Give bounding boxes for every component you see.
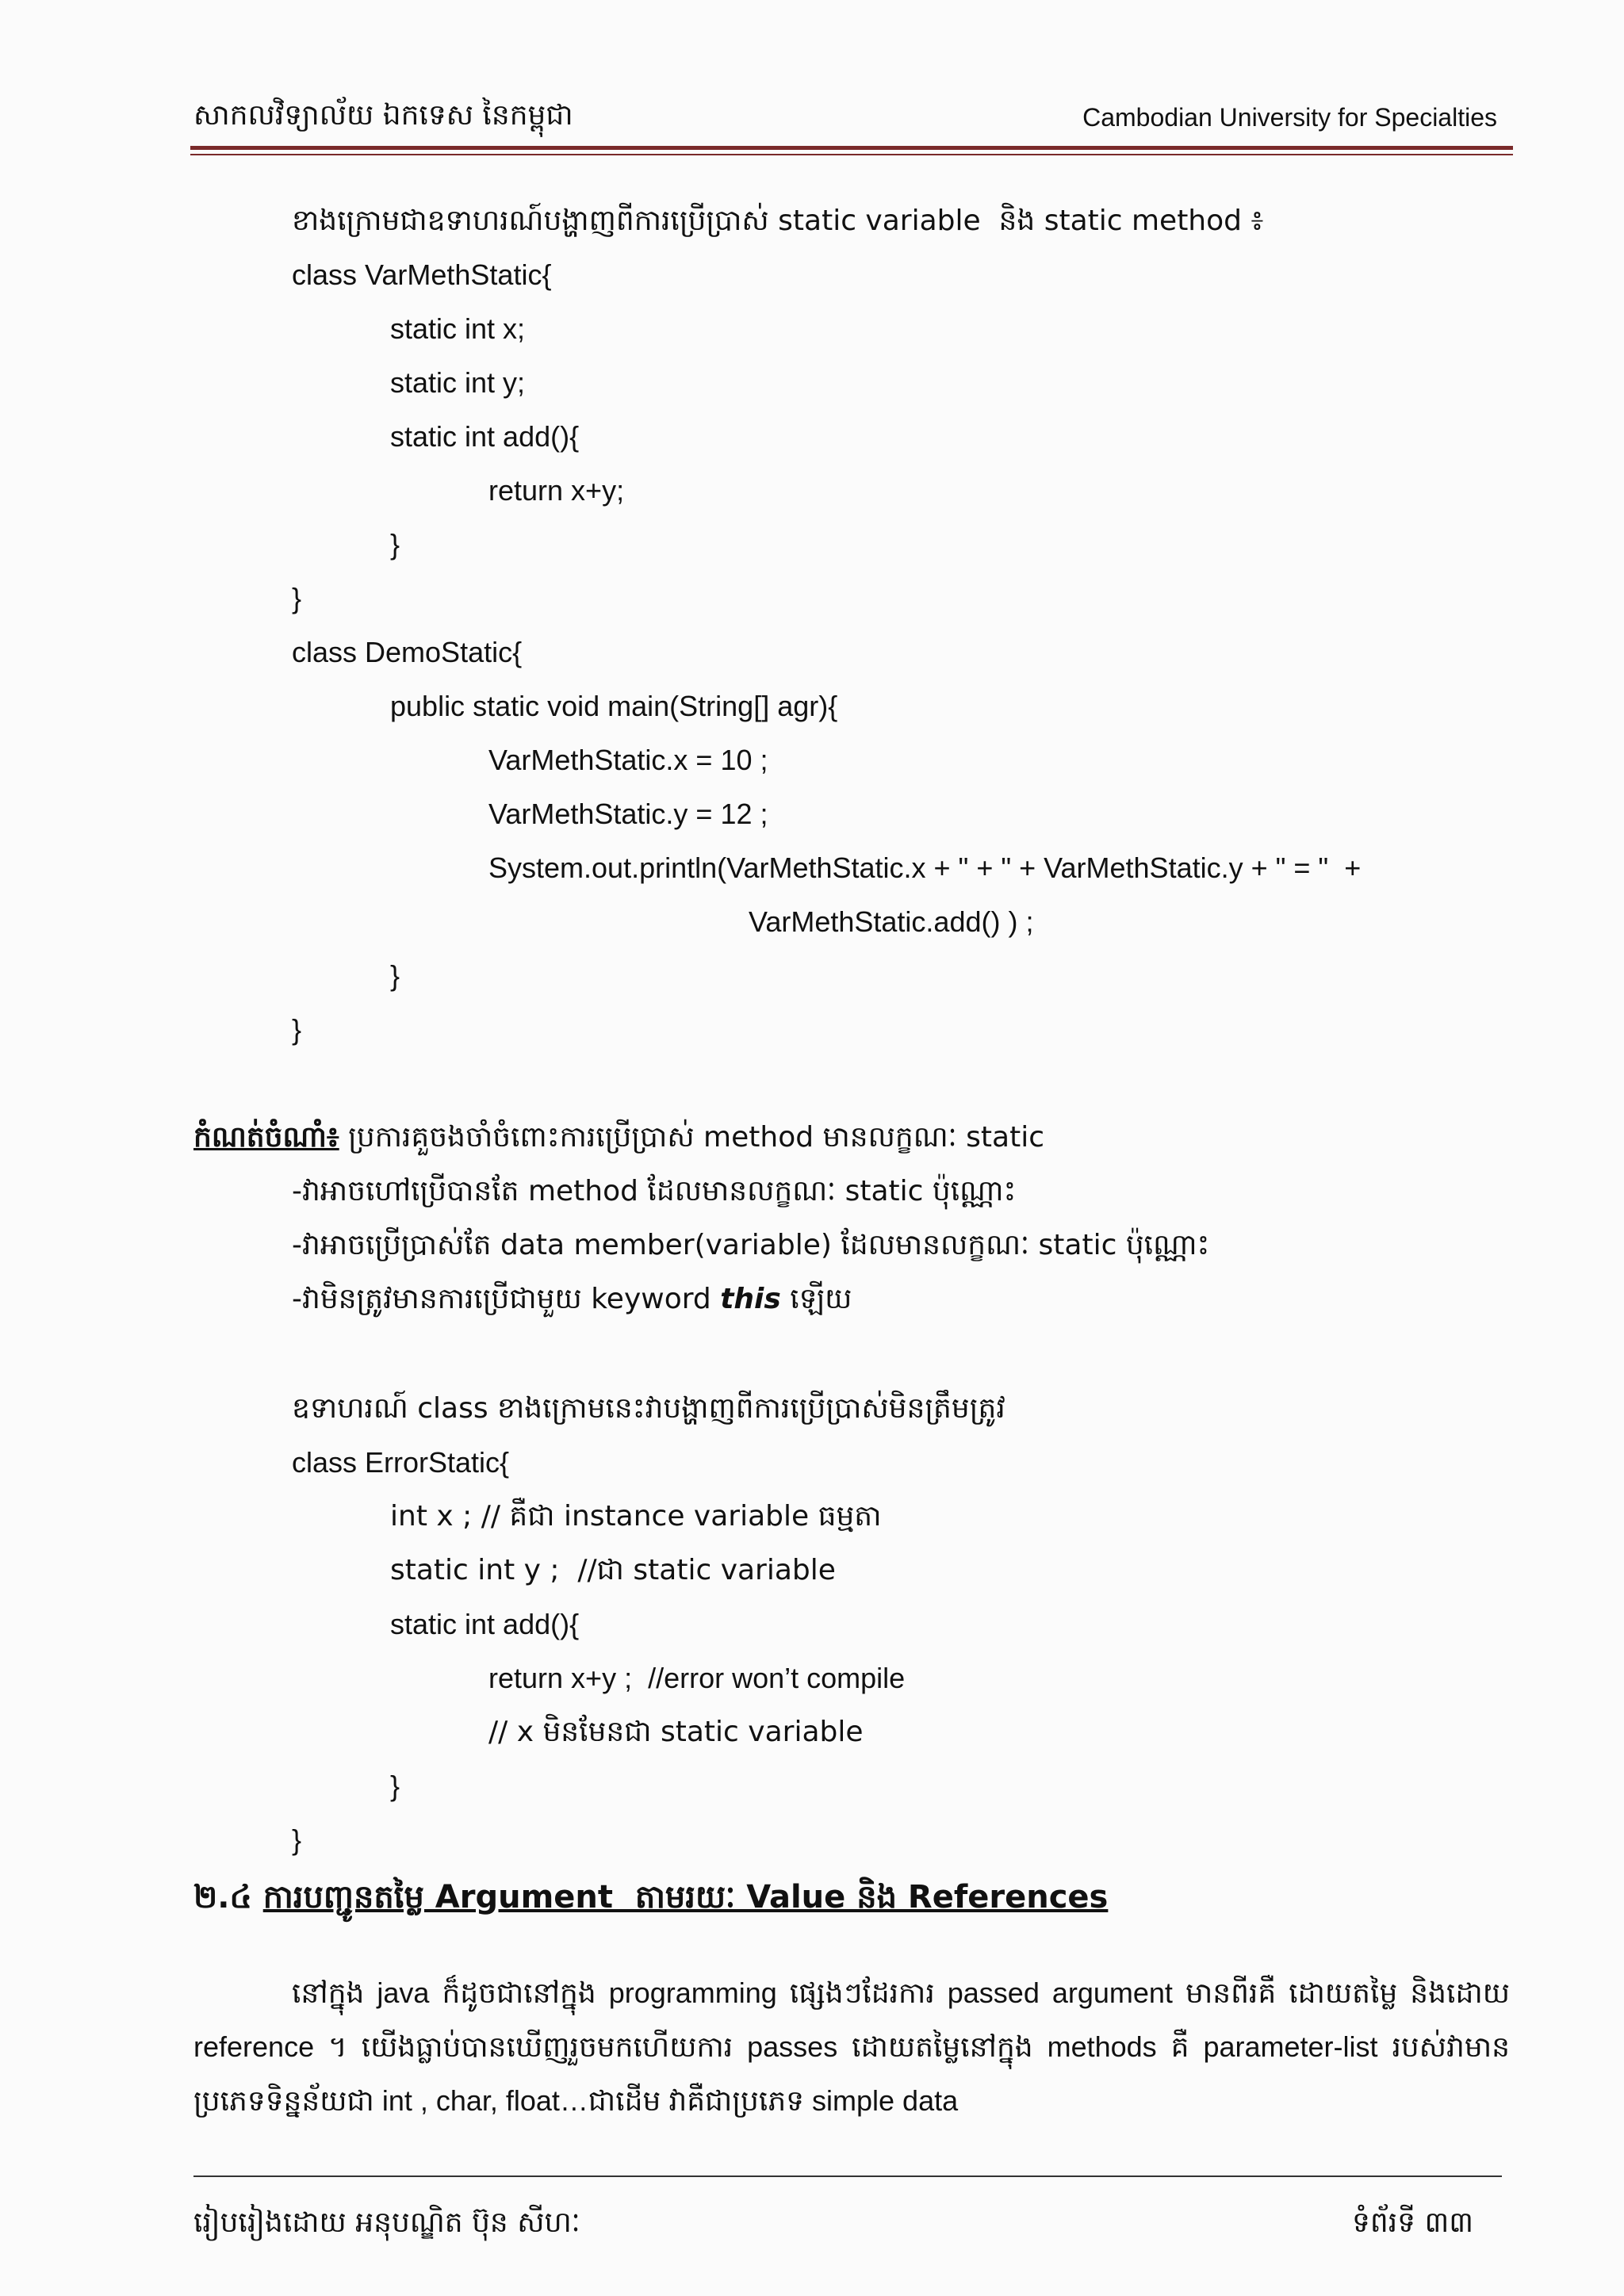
code-line: class VarMethStatic{ xyxy=(292,258,552,291)
section-number: ២.៤ xyxy=(193,1879,263,1915)
page-number: ទំព័រទី ៣៣ xyxy=(1352,2206,1473,2239)
code-line: static int add(){ xyxy=(390,420,580,453)
university-name-english: Cambodian University for Specialties xyxy=(1082,103,1497,132)
code-line: System.out.println(VarMethStatic.x + " + " + VarMethStatic.y + " = " + xyxy=(488,851,1362,884)
code-line: static int y; xyxy=(390,366,526,399)
note-label: កំណត់ចំណាំ៖ xyxy=(193,1121,339,1154)
body-paragraph: នៅក្នុង java ក៏ដូចជានៅក្នុង programming ផ្សេងៗដែរការ passed argument មានពីរគឺ ដោយតម្លៃ និងដោយ reference ។ យើងធ្លាប់បានឃើញរួចមកហើយការ passes ដោយតម្លៃនៅក្នុង methods គឺ parameter-list របស់វាមានប្រភេទទិន្នន័យជា int , char, float…ជាដើម វាគឺជាប្រភេទ simple data xyxy=(193,1976,1510,2117)
code-line: VarMethStatic.x = 10 ; xyxy=(488,744,768,776)
intro-text: ខាងក្រោមជាឧទាហរណ៍បង្ហាញពីការប្រើប្រាស់ static variable និង static method ៖ xyxy=(292,205,1264,237)
note-item-text: -វាមិនត្រូវមានការប្រើជាមួយ keyword xyxy=(292,1283,721,1315)
university-name-khmer: សាកលវិទ្យាល័យ ឯកទេស នៃកម្ពុជា xyxy=(193,99,573,132)
code-line: return x+y ; //error won’t compile xyxy=(488,1662,906,1694)
footer-divider xyxy=(193,2175,1502,2177)
code-line: } xyxy=(390,528,400,561)
code-line: class DemoStatic{ xyxy=(292,636,523,668)
section-heading xyxy=(193,1879,1108,1915)
code-line: } xyxy=(390,959,400,992)
code-line: } xyxy=(292,1823,302,1856)
header-divider xyxy=(190,146,1513,150)
code-line: return x+y; xyxy=(488,474,625,507)
note-item: -វាអាចហៅប្រើបានតែ method ដែលមានលក្ខណៈ static ប៉ុណ្ណោះ xyxy=(292,1175,1017,1207)
keyword-this: this xyxy=(720,1283,781,1315)
code-line: static int add(){ xyxy=(390,1608,580,1640)
code-line: } xyxy=(390,1770,400,1802)
code-line: VarMethStatic.add() ) ; xyxy=(749,905,1034,938)
note-item xyxy=(292,1281,852,1318)
section-title: ការបញ្ជូនតម្លៃ Argument តាមរយៈ Value និង References xyxy=(262,1879,1109,1915)
code-line: public static void main(String[] agr){ xyxy=(390,690,838,722)
example-intro: ឧទាហរណ៍ class ខាងក្រោមនេះវាបង្ហាញពីការប្រើប្រាស់មិនត្រឹមត្រូវ xyxy=(292,1392,1005,1425)
author-credit: រៀបរៀងដោយ អនុបណ្ឌិត ប៊ុន សីហៈ xyxy=(193,2206,580,2239)
code-line: } xyxy=(292,1013,302,1046)
code-line: static int y ; //ជា static variable xyxy=(390,1554,836,1586)
note-item-text: ឡើយ xyxy=(780,1283,852,1315)
note-heading xyxy=(193,1119,1044,1156)
code-line: } xyxy=(292,582,302,614)
code-line: static int x; xyxy=(390,312,526,345)
code-line: // x មិនមែនជា static variable xyxy=(488,1716,864,1748)
code-line: int x ; // គឺជា instance variable ធម្មតា xyxy=(390,1500,882,1533)
code-line: class ErrorStatic{ xyxy=(292,1446,510,1479)
note-item: -វាអាចប្រើប្រាស់តែ data member(variable) ដែលមានលក្ខណៈ static ប៉ុណ្ណោះ xyxy=(292,1229,1210,1261)
header-divider-thin xyxy=(190,154,1513,155)
code-line: VarMethStatic.y = 12 ; xyxy=(488,798,768,830)
note-text: ប្រការគួចងចាំចំពោះការប្រើប្រាស់ method មានលក្ខណៈ static xyxy=(339,1121,1044,1154)
